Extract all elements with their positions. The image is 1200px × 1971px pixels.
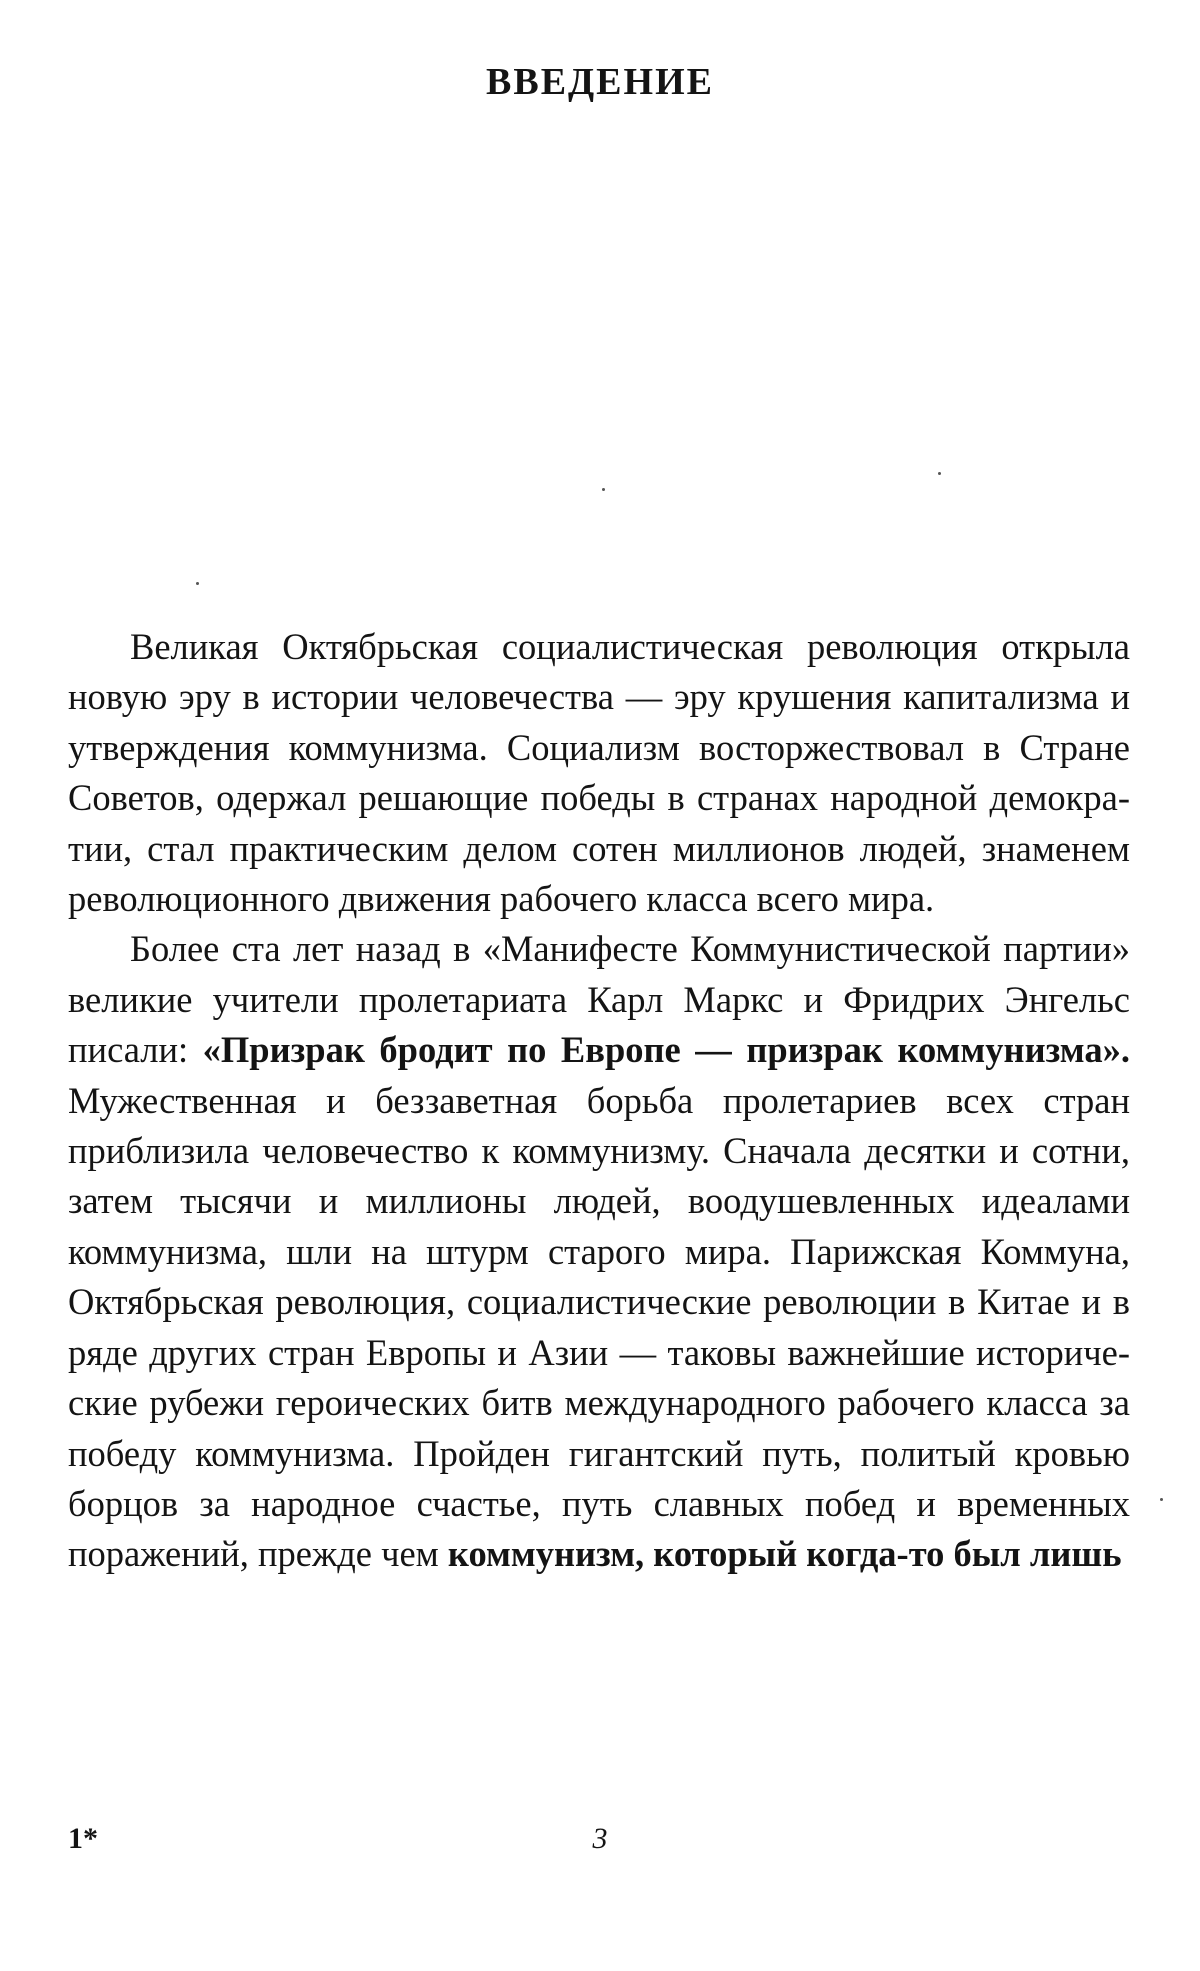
- scan-speck: [196, 582, 199, 585]
- paragraph-1-text: Великая Октябрьская социалистическая революция открыла новую эру в истории человечества — эру крушения капитализма и утверждения коммунизма. Социализм восторжествовал в Стране Советов, одержал решающие победы в странах народной демократии, стал практическим делом сотен миллионов людей, знаменем революционного движения рабочего класса всего мира.: [68, 626, 1130, 920]
- paragraph-2-text-a: Более ста лет назад в «Манифесте Коммунистической партии» великие учители пролетариата Карл Маркс и Фридрих Энгельс писали:: [68, 928, 1130, 1071]
- paragraph-2: [68, 924, 1130, 1579]
- signature-mark: 1*: [68, 1822, 98, 1855]
- scan-speck: [1160, 1498, 1163, 1501]
- paragraph-2-text-b: Мужественная и беззаветная борьба пролетариев всех стран приблизила человечество к коммунизму. Сначала десятки и сотни, затем тысячи и миллионы людей, воодушевленных идеалами коммунизма, шли на штурм старого мира. Парижская Коммуна, Октябрьская революция, социалистические революции в Китае и в ряде других стран Европы и Азии — таковы важнейшие исторические рубежи героических битв международного рабочего класса за победу коммунизма. Пройден гигантский путь, политый кровью борцов за народное счастье, путь славных побед и временных поражений, прежде чем: [68, 1079, 1130, 1575]
- body-text: [68, 622, 1130, 1580]
- page-heading: ВВЕДЕНИЕ: [486, 61, 714, 103]
- paragraph-1: [68, 622, 1130, 924]
- manifesto-quote: «Призрак бродит по Европе — призрак коммунизма».: [202, 1029, 1130, 1071]
- paragraph-2-bold-ending: коммунизм, который когда-то был лишь: [447, 1533, 1122, 1575]
- scan-speck: [938, 472, 941, 475]
- page-number: 3: [592, 1822, 608, 1855]
- scan-speck: [602, 488, 605, 491]
